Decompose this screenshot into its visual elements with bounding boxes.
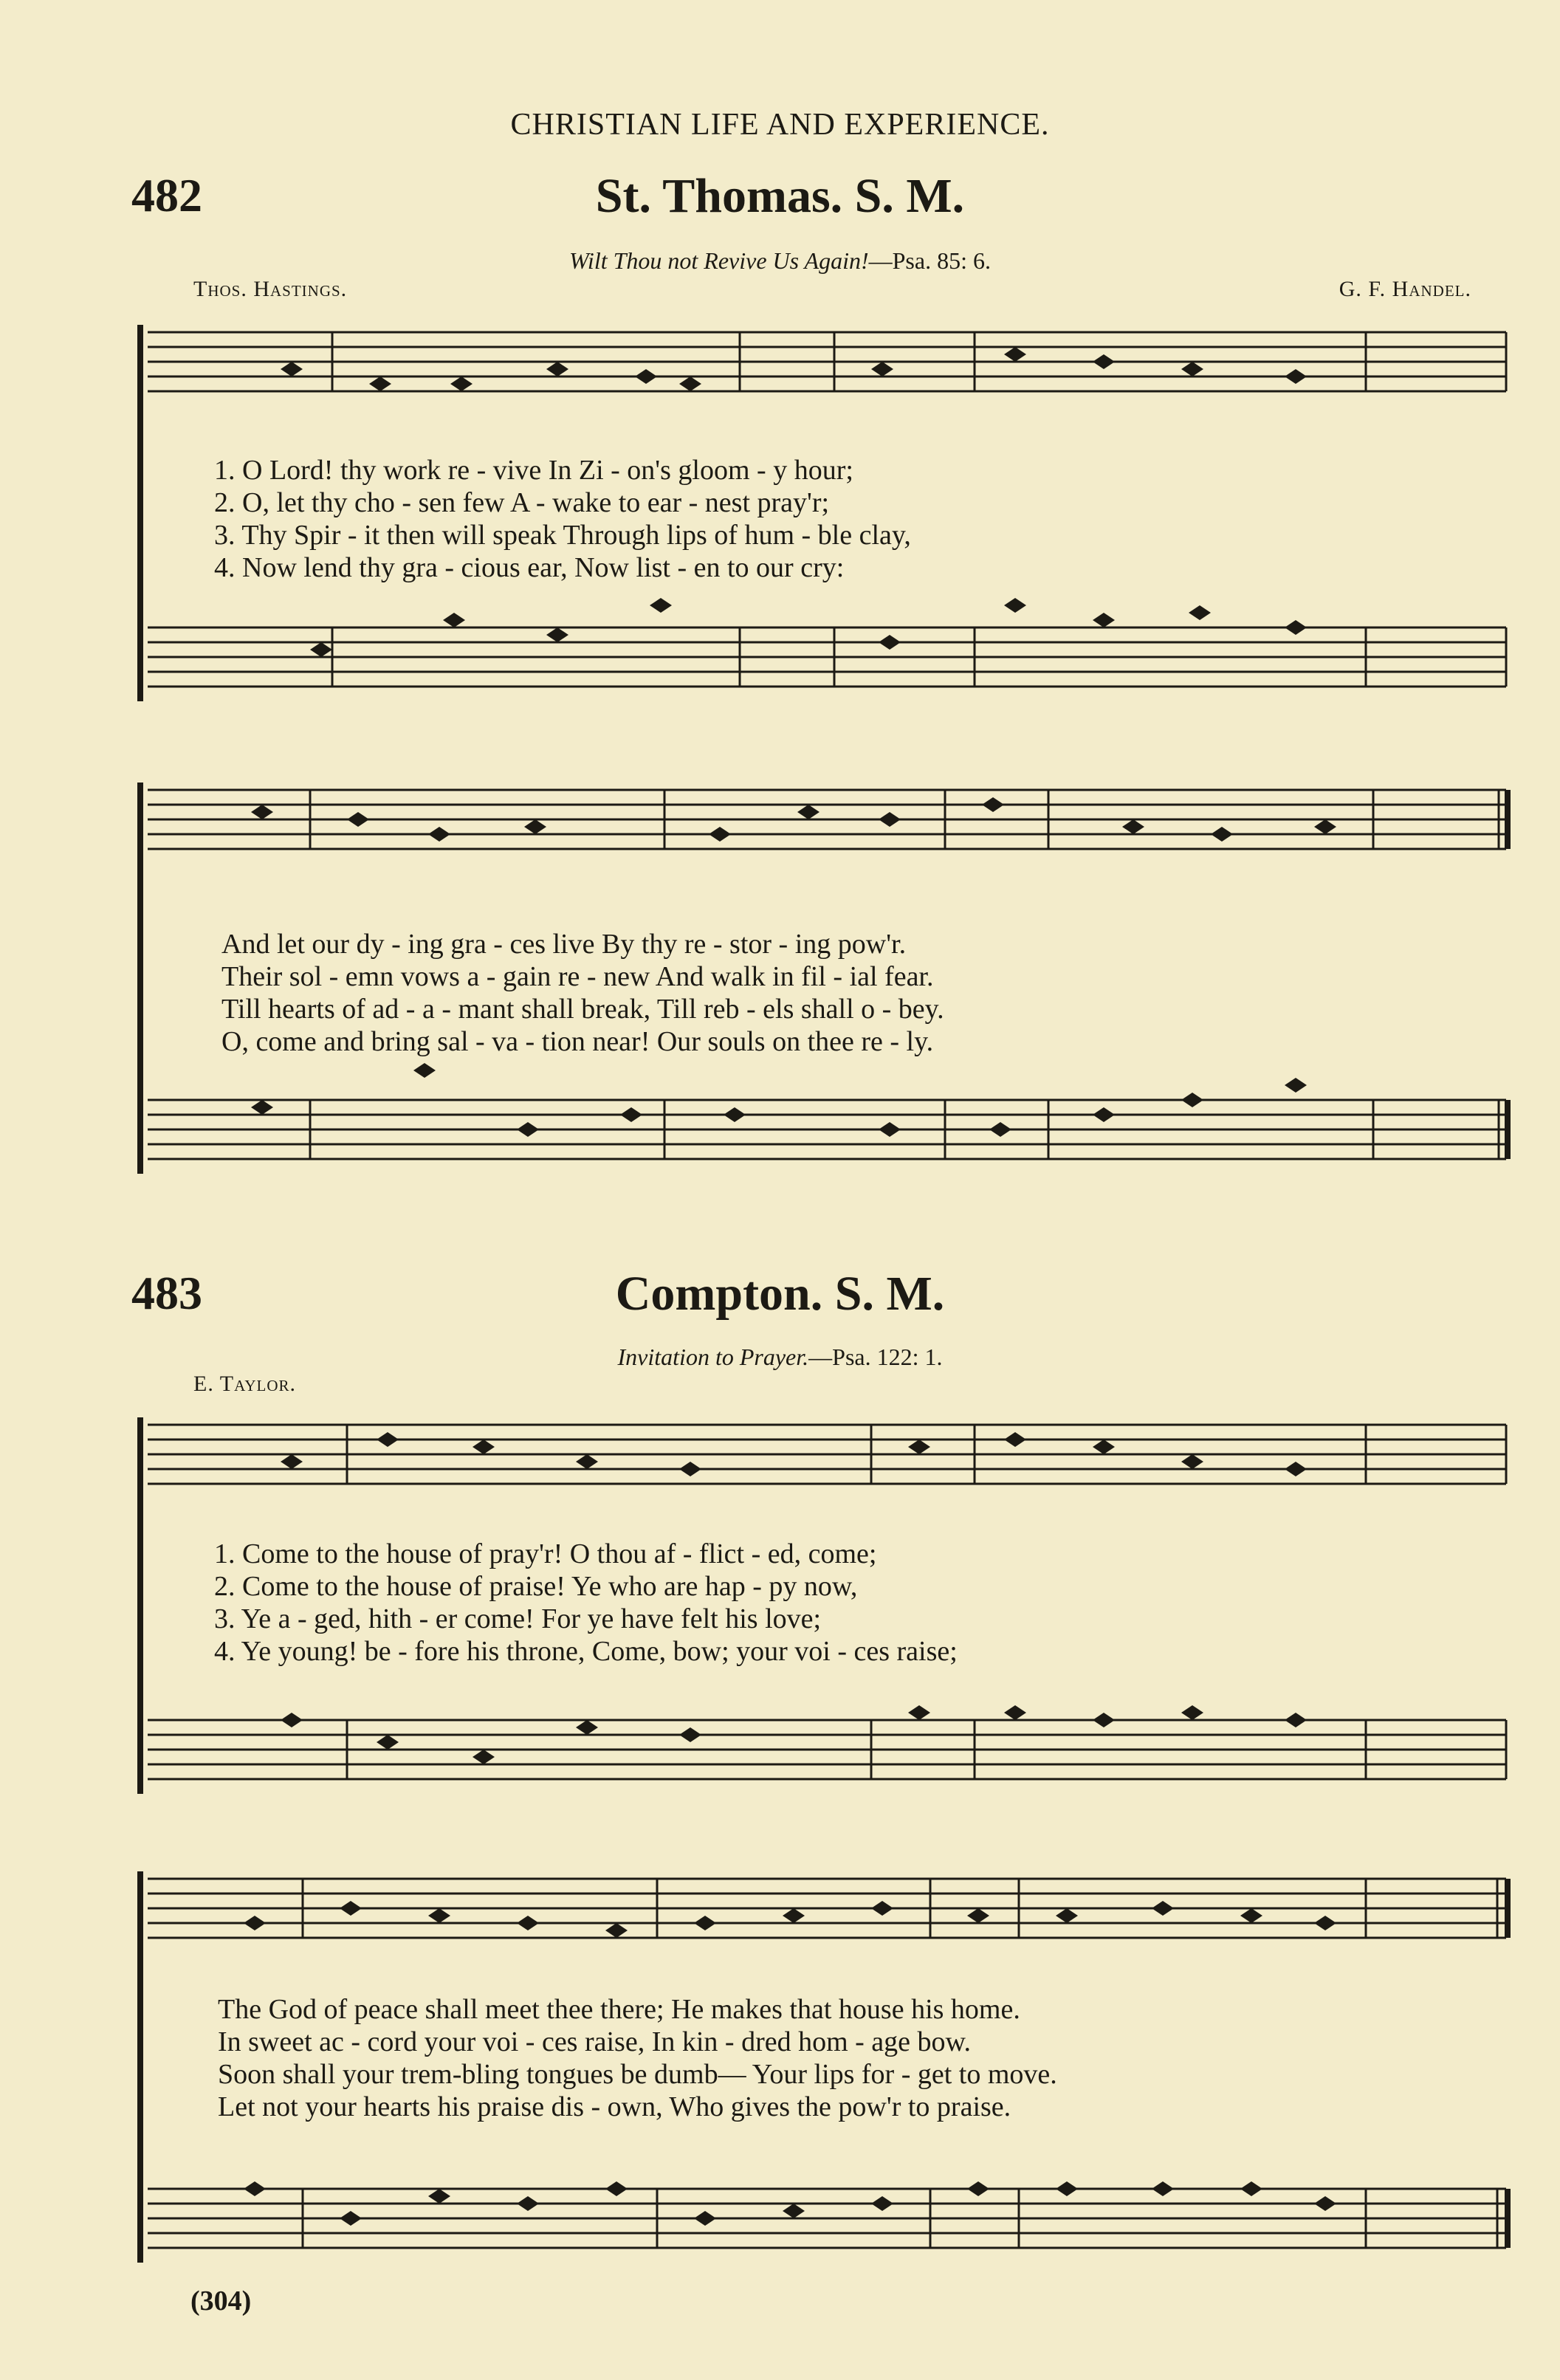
verse-line-3: Till hearts of ad - a - mant shall break, Till reb - els shall o - bey.	[221, 994, 944, 1025]
verse-line-2: 2. Come to the house of praise! Ye who are hap - py now,	[214, 1571, 858, 1602]
verse-line-4: Let not your hearts his praise dis - own, Who gives the pow'r to praise.	[218, 2091, 1011, 2122]
subtitle-text: Invitation to Prayer.	[617, 1344, 809, 1370]
hymn-number: 482	[131, 169, 202, 221]
verse-line-2: 2. O, let thy cho - sen few A - wake to ear - nest pray'r;	[214, 487, 830, 518]
running-head: CHRISTIAN LIFE AND EXPERIENCE.	[510, 108, 1050, 142]
composer-left: Thos. Hastings.	[193, 277, 348, 301]
verse-line-1: 1. O Lord! thy work re - vive In Zi - on's gloom - y hour;	[214, 455, 853, 486]
verse-line-4: 4. Now lend thy gra - cious ear, Now list - en to our cry:	[214, 552, 845, 583]
hymn-subtitle	[0, 247, 1560, 275]
scripture-reference: —Psa. 122: 1.	[808, 1344, 943, 1370]
verse-line-2: In sweet ac - cord your voi - ces raise, In kin - dred hom - age bow.	[218, 2026, 972, 2057]
hymn-subtitle	[0, 1344, 1560, 1371]
verse-line-4: 4. Ye young! be - fore his throne, Come, bow; your voi - ces raise;	[214, 1636, 958, 1667]
verse-line-3: Soon shall your trem-bling tongues be dumb— Your lips for - get to move.	[218, 2059, 1057, 2090]
hymn-title: St. Thomas. S. M.	[595, 169, 965, 223]
verse-line-1: 1. Come to the house of pray'r! O thou af - flict - ed, come;	[214, 1538, 877, 1569]
hymn-title: Compton. S. M.	[615, 1267, 945, 1321]
page-number: (304)	[190, 2286, 252, 2317]
composer-left: E. Taylor.	[193, 1372, 297, 1396]
verse-line-1: And let our dy - ing gra - ces live By thy re - stor - ing pow'r.	[221, 929, 907, 960]
verse-line-3: 3. Thy Spir - it then will speak Through lips of hum - ble clay,	[214, 520, 911, 551]
hymn-number: 483	[131, 1267, 202, 1319]
composer-right: G. F. Handel.	[1339, 277, 1471, 301]
verse-line-1: The God of peace shall meet thee there; He makes that house his home.	[218, 1994, 1020, 2025]
verse-line-4: O, come and bring sal - va - tion near! Our souls on thee re - ly.	[221, 1026, 934, 1057]
verse-line-3: 3. Ye a - ged, hith - er come! For ye have felt his love;	[214, 1603, 822, 1634]
subtitle-text: Wilt Thou not Revive Us Again!	[569, 247, 869, 274]
scripture-reference: —Psa. 85: 6.	[868, 247, 991, 274]
verse-line-2: Their sol - emn vows a - gain re - new And walk in fil - ial fear.	[221, 961, 934, 992]
